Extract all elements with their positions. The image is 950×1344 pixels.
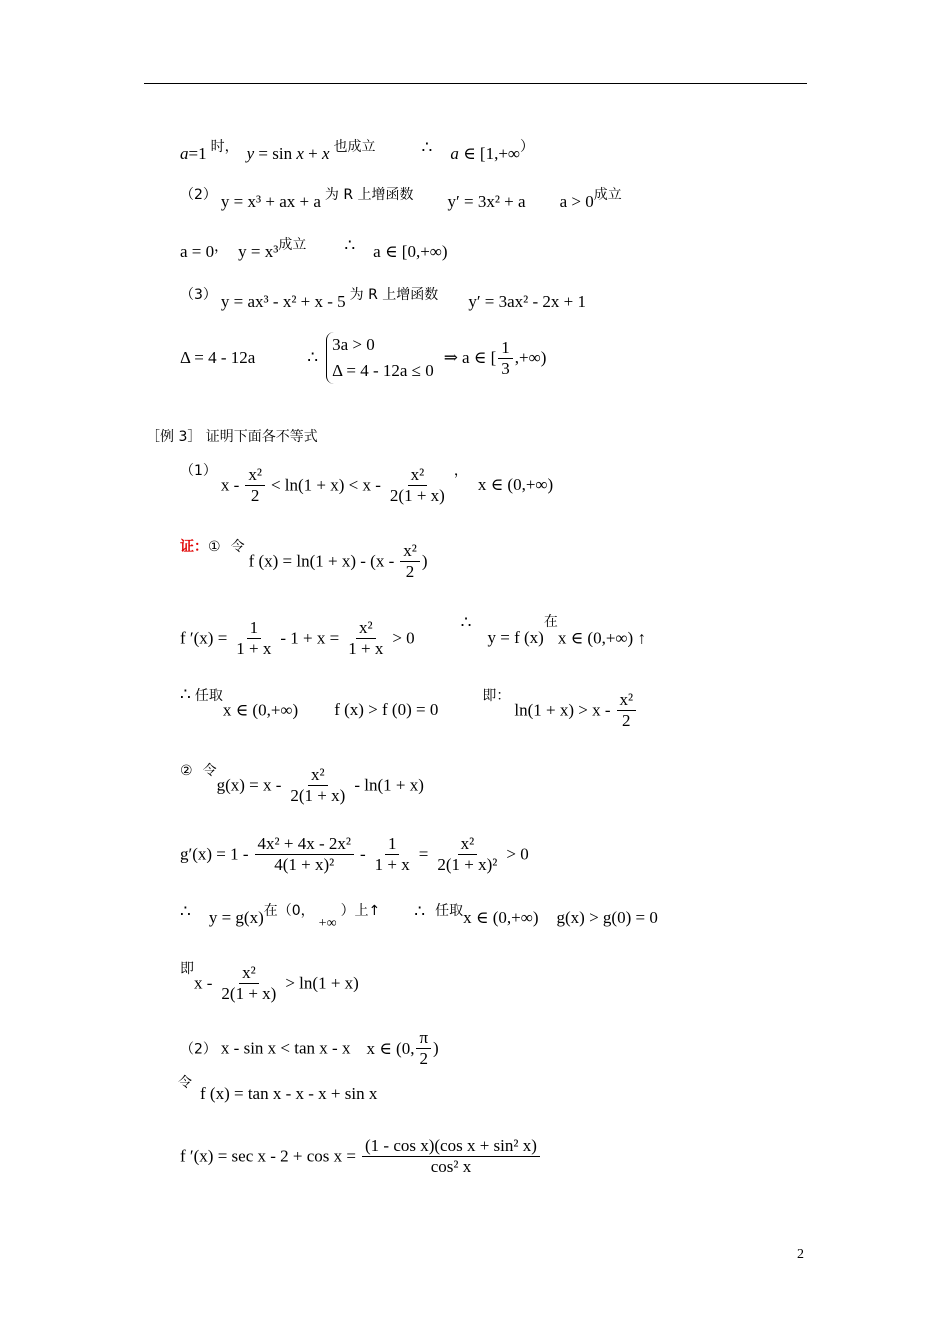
line-proof-define-f: 证：① 令 f (x) = ln(1 + x) - (x - $\frac{\text{x²}}{2}$ )	[180, 539, 428, 581]
line-conclusion-1: ∴ 任取x ∈ (0,+∞) f (x) > f (0) = 0 即： ln(1 + x) > x - $\frac{\text{x²}}{2}$	[180, 685, 638, 731]
line-g-increasing: ∴ y = g(x)在（0， +∞ ）上↑ ∴ 任取x ∈ (0,+∞) g(x) > g(0) = 0	[180, 902, 658, 931]
line-discriminant-system: Δ = 4 - 12a ∴ 3a > 0 Δ = 4 - 12a ≤ 0 ⇒ a ∈ [ $\frac{1}{3}$ ,+∞)	[180, 332, 546, 384]
line-part-2: （2） y = x³ + ax + a 为 R 上增函数 y′ = 3x² + a a > 0成立	[180, 187, 622, 211]
line-proof-define-g: ② 令g(x) = x - $\frac{\text{x²}}{2(1 + x)}$ - ln(1 + x)	[180, 763, 424, 805]
line-part-3: （3） y = ax³ - x² + x - 5 为 R 上增函数 y′ = 3ax² - 2x + 1	[180, 287, 587, 311]
header-rule	[144, 83, 807, 84]
line-g-derivative: g′(x) = 1 - $\frac{\text{4x² + 4x - 2x²}}{\text{4(1 + x)²}}$ - $\frac{1}{1 + x}$ = $\frac{\text{x²}}{\text{2(1 + x)²}}$ > 0	[180, 834, 529, 874]
line-case-a-equals-0: a = 0， y = x³成立 ∴ a ∈ [0,+∞)	[180, 236, 448, 261]
line-case-a-equals-1: a=1 时， y = sin x + x 也成立 ∴ a ∈ [1,+∞）	[180, 138, 535, 163]
line-f-tan-derivative: f ′(x) = sec x - 2 + cos x = $\frac{\text{(1 - cos x)(cos x + sin² x)}}{\text{cos² x}}$	[180, 1136, 542, 1177]
page-number: 2	[797, 1247, 804, 1262]
fraction-one-third: $\frac{1}{3}$	[498, 338, 513, 379]
line-inequality-2: （2） x - sin x < tan x - x x ∈ (0, $\frac{\pi}{2}$ )	[180, 1028, 439, 1068]
line-inequality-1: （1） x - $\frac{\text{x²}}{2}$ < ln(1 + x) < x - $\frac{\text{x²}}{2(1 + x)}$ ， x ∈ (0,+∞)	[180, 463, 554, 505]
let-label: 令	[178, 1075, 192, 1091]
line-f-derivative: f ′(x) = $\frac{1}{1 + x}$ - 1 + x = $\frac{\text{x²}}{1 + x}$ > 0 ∴ y = f (x)在x ∈ (0,+∞) ↑	[180, 613, 646, 658]
line-define-f-tan: f (x) = tan x - x - x + sin x	[200, 1084, 378, 1103]
proof-label: 证：	[180, 539, 208, 555]
line-conclusion-2: 即x - $\frac{\text{x²}}{2(1 + x)}$ > ln(1 + x)	[180, 961, 359, 1003]
example-3-heading: ［例 3］ 证明下面各不等式	[146, 429, 318, 445]
inequality-system: 3a > 0 Δ = 4 - 12a ≤ 0	[326, 332, 434, 384]
